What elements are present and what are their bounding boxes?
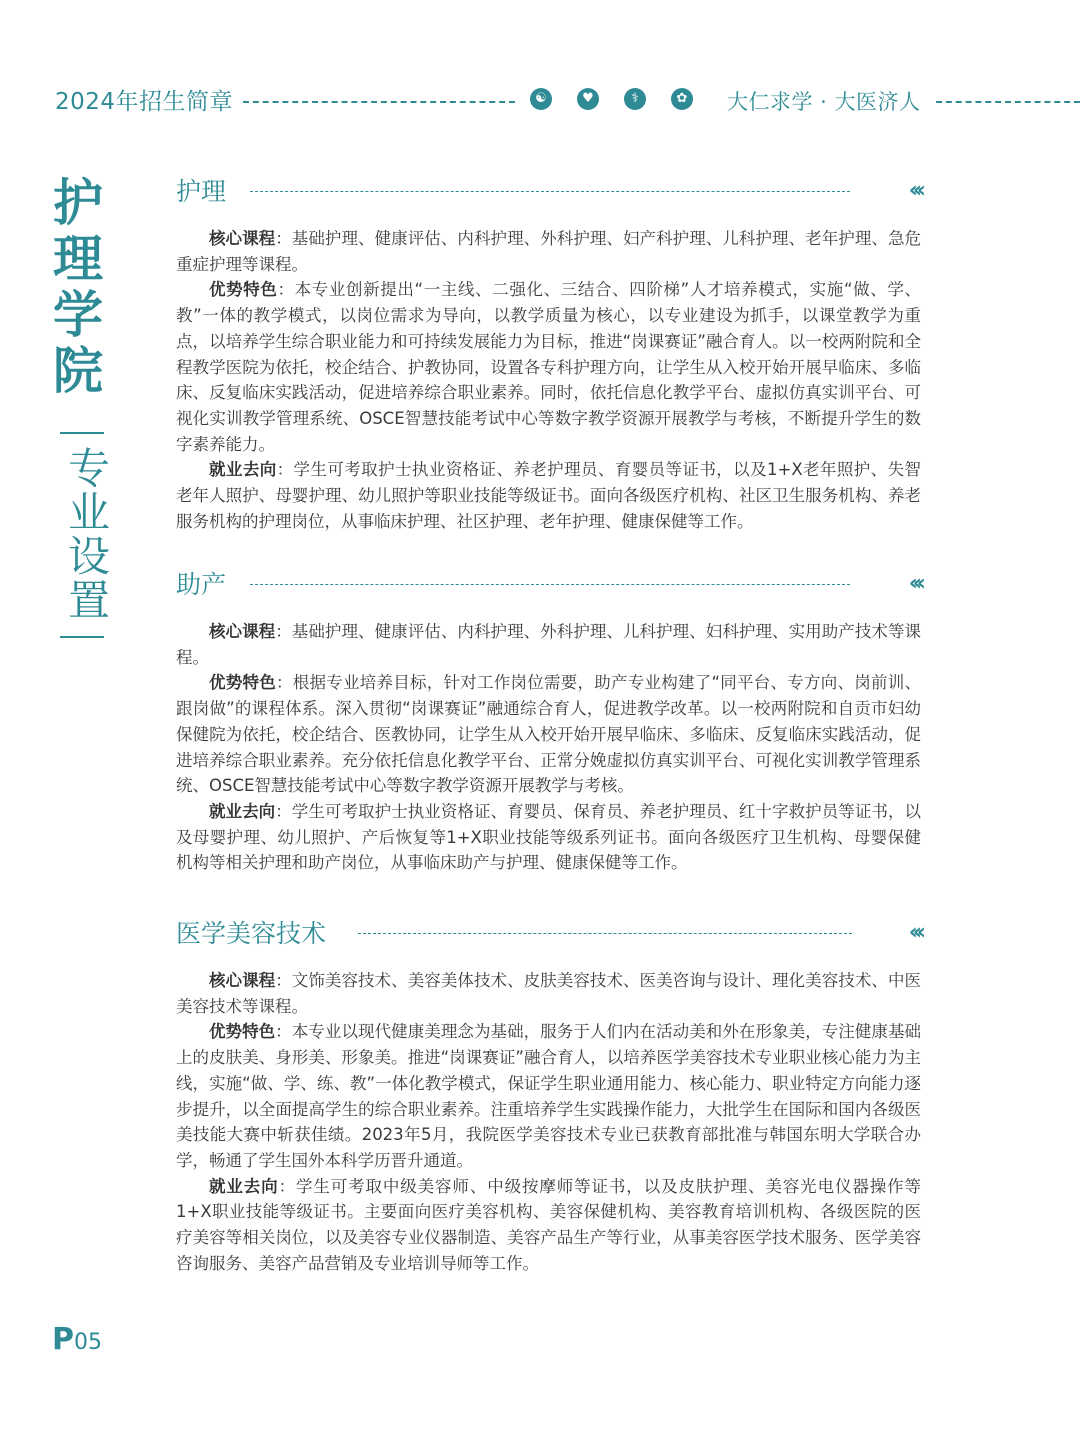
- section-divider: [358, 933, 852, 934]
- section-title: 医学美容技术: [176, 919, 327, 948]
- section-divider: [250, 191, 850, 192]
- paragraph-text: ：学生可考取护士执业资格证、育婴员、保育员、养老护理员、红十字救护员等证书，以及母婴护理、幼儿照护、产后恢复等1+X职业技能等级系列证书。面向各级医疗卫生机构、母婴保健机构等相关护理和助产岗位，从事临床助产与护理、健康保健等工作。: [176, 801, 922, 873]
- brochure-title: 2024年招生简章: [55, 89, 234, 115]
- chevrons-left-icon: ‹‹‹: [908, 571, 921, 596]
- paragraph-employment: [176, 799, 921, 876]
- paragraph-label: 就业去向: [209, 460, 277, 480]
- paragraph-employment: [176, 457, 921, 534]
- page-number-value: 05: [74, 1330, 102, 1355]
- section-body: [176, 226, 921, 534]
- major-medical-cosmetology: [176, 914, 921, 1276]
- school-motto: 大仁求学 · 大医济人: [727, 90, 921, 114]
- paragraph-text: ：本专业创新提出“一主线、二强化、三结合、四阶梯”人才培养模式，实施“做、学、教”一体的教学模式，以岗位需求为导向，以教学质量为核心，以专业建设为抓手，以课堂教学为重点，以培养学生综合职业能力和可持续发展能力为目标，推进“岗课赛证”融合育人。以一校两附院和全程教学医院为依托，校企结合、护教协同，设置各专科护理方向，让学生从入校开始开展早临床、多临床、反复临床实践活动，促进培养综合职业素养。同时，依托信息化教学平台、虚拟仿真实训平台、可视化实训教学管理系统、OSCE智慧技能考试中心等数字教学资源开展教学与考核，不断提升学生的数字素养能力。: [176, 280, 921, 454]
- paragraph-text: ：根据专业培养目标，针对工作岗位需要，助产专业构建了“同平台、专方向、岗前训、跟岗做”的课程体系。深入贯彻“岗课赛证”融通综合育人，促进教学改革。以一校两附院和自贡市妇幼保健院为依托，校企结合、医教协同，让学生从入校开始开展早临床、多临床、反复临床实践活动，促进培养综合职业素养。充分依托信息化教学平台、正常分娩虚拟仿真实训平台、可视化实训教学管理系统、OSCE智慧技能考试中心等数字教学资源开展教学与考核。: [176, 673, 921, 796]
- section-title: 护理: [176, 177, 227, 206]
- chevrons-left-icon: ‹‹‹: [908, 178, 921, 203]
- paragraph-text: ：学生可考取中级美容师、中级按摩师等证书，以及皮肤护理、美容光电仪器操作等1+X职业技能等级证书。主要面向医疗美容机构、美容保健机构、美容教育培训机构、各级医院的医疗美容等相关岗位，以及美容专业仪器制造、美容产品生产等行业，从事美容医学技术服务、医学美容咨询服务、美容产品营销及专业培训导师等工作。: [176, 1176, 922, 1273]
- section-subtitle: 专业设置: [62, 446, 111, 622]
- paragraph-text: ：基础护理、健康评估、内科护理、外科护理、妇产科护理、儿科护理、老年护理、急危重症护理等课程。: [176, 229, 922, 274]
- paragraph-text: ：本专业以现代健康美理念为基础，服务于人们内在活动美和外在形象美，专注健康基础上的皮肤美、身形美、形象美。推进“岗课赛证”融合育人，以培养医学美容技术专业职业核心能力为主线，实施“做、学、练、教”一体化教学模式，保证学生职业通用能力、核心能力、职业特定方向能力逐步提升，以全面提高学生的综合职业素养。注重培养学生实践操作能力，大批学生在国际和国内各级医美技能大赛中斩获佳绩。2023年5月，我院医学美容技术专业已获教育部批准与韩国东明大学联合办学，畅通了学生国外本科学历晋升通道。: [176, 1022, 922, 1170]
- section-header: [176, 172, 921, 212]
- paragraph-label: 核心课程: [209, 622, 276, 641]
- paragraph-label: 核心课程: [209, 229, 276, 248]
- section-header: [176, 914, 921, 954]
- medical-icon-4: ✿: [671, 88, 693, 110]
- paragraph-text: ：学生可考取护士执业资格证、养老护理员、育婴员等证书，以及1+X老年照护、失智老年人照护、母婴护理、幼儿照护等职业技能等级证书。面向各级医疗机构、社区卫生服务机构、养老服务机构的护理岗位，从事临床护理、社区护理、老年护理、健康保健等工作。: [176, 460, 921, 531]
- page-prefix: P: [52, 1322, 74, 1357]
- paragraph-label: 就业去向: [209, 1176, 279, 1196]
- section-body: [176, 619, 921, 876]
- paragraph-advantages: [176, 277, 921, 457]
- paragraph-text: ：文饰美容技术、美容美体技术、皮肤美容技术、医美咨询与设计、理化美容技术、中医美容技术等课程。: [176, 971, 922, 1016]
- paragraph-core-courses: [176, 619, 921, 670]
- major-midwifery: [176, 565, 921, 876]
- header-divider-left: [243, 101, 515, 103]
- paragraph-label: 就业去向: [209, 801, 276, 821]
- paragraph-employment: [176, 1174, 921, 1277]
- medical-icon-2: ♥: [577, 88, 599, 110]
- section-body: [176, 968, 921, 1276]
- page-header: [0, 84, 1080, 120]
- side-rule-bottom: [60, 636, 104, 638]
- header-icon-group: [530, 88, 700, 116]
- major-nursing: [176, 172, 921, 534]
- paragraph-label: 优势特色: [209, 673, 276, 693]
- side-rule-top: [60, 432, 104, 434]
- medical-icon-3: ⚕: [624, 88, 646, 110]
- page-number: [52, 1320, 102, 1363]
- paragraph-core-courses: [176, 968, 921, 1019]
- paragraph-label: 核心课程: [209, 971, 276, 990]
- medical-icon-1: ☯: [530, 88, 552, 110]
- paragraph-core-courses: [176, 226, 921, 277]
- section-title: 助产: [176, 570, 227, 599]
- paragraph-label: 优势特色: [209, 280, 278, 300]
- header-divider-right: [936, 101, 1080, 103]
- section-divider: [250, 584, 850, 585]
- paragraph-advantages: [176, 1019, 921, 1173]
- paragraph-label: 优势特色: [209, 1022, 276, 1042]
- paragraph-text: ：基础护理、健康评估、内科护理、外科护理、儿科护理、妇科护理、实用助产技术等课程。: [176, 622, 922, 667]
- section-header: [176, 565, 921, 605]
- college-name: 护理学院: [45, 176, 104, 400]
- chevrons-left-icon: ‹‹‹: [908, 920, 921, 945]
- paragraph-advantages: [176, 670, 921, 799]
